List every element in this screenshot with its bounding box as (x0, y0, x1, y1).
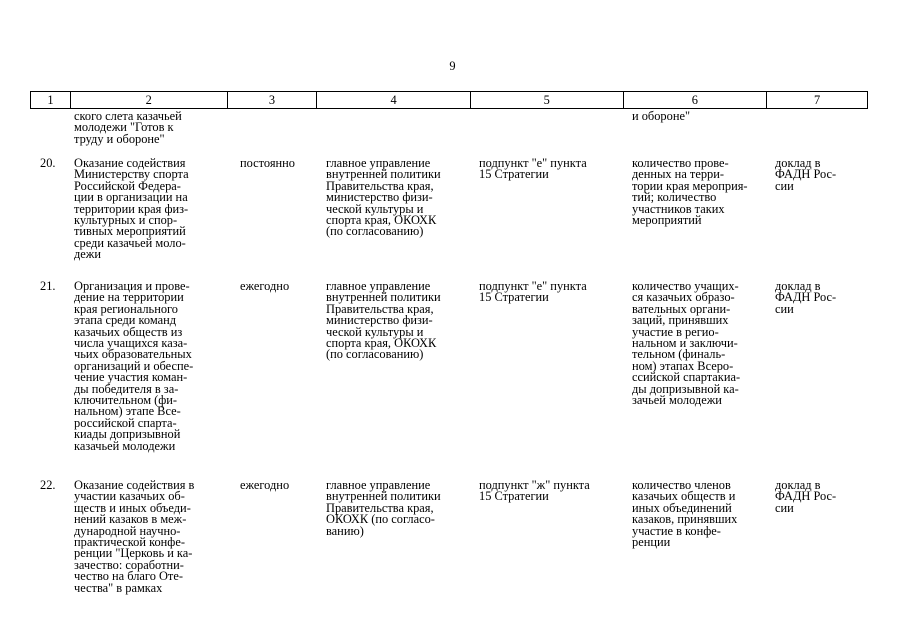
cell-executor: главное управление внутренней политики Правительства края, ОКОХК (по согласо- ванию) (326, 478, 441, 538)
cell-number: 21. (40, 279, 56, 293)
cell-term: ежегодно (240, 478, 290, 492)
header-col-3: 3 (228, 92, 318, 108)
cell-strategy-reference: подпункт "е" пункта 15 Стратегии (479, 156, 587, 182)
page-number: 9 (449, 59, 456, 73)
cell-indicator: количество членов казачьих обществ и иных объединений казаков, принявших участие в конфе- ренции (632, 478, 738, 550)
cell-measure-name: Оказание содействия Министерству спорта Российской Федера- ции в организации на территории края физ- культурных и спор- тивных мероприятий среди казачьей моло- дежи (74, 156, 189, 262)
table-header (30, 91, 868, 109)
cell-measure-name: Организация и прове- дение на территории края регионального этапа среди команд казачьих обществ из числа учащихся каза- чьих образовательных организаций и обеспе- чение участия коман- ды победителя в за- ключительном (фи- нальном) этапе Все- российской спарта- киады допризывной казачьей молодежи (74, 279, 194, 453)
cell-report-form: доклад в ФАДН Рос- сии (775, 156, 837, 193)
header-col-1: 1 (31, 92, 71, 108)
cell-measure-name: ского слета казачьей молодежи "Готов к труду и обороне" (74, 109, 182, 146)
header-col-4: 4 (317, 92, 471, 108)
cell-indicator: количество учащих- ся казачьих образо- вательных органи- заций, принявших участие в регио- нальном и заключи- тельном (финаль- ном) этапах Всеро- ссийской спартакиа- ды допризывной ка- зачьей молодежи (632, 279, 741, 408)
cell-number: 22. (40, 478, 56, 492)
header-col-6: 6 (624, 92, 768, 108)
cell-strategy-reference: подпункт "ж" пункта 15 Стратегии (479, 478, 590, 504)
cell-indicator: и обороне" (632, 109, 691, 123)
cell-measure-name: Оказание содействия в участии казачьих об- ществ и иных объеди- нений казаков в меж- дународной научно- практической конфе- ренции "Церковь и ка- зачество: соработни- чество на благо Оте- чества" в рамках (74, 478, 195, 595)
cell-term: постоянно (240, 156, 296, 170)
cell-report-form: доклад в ФАДН Рос- сии (775, 279, 837, 316)
header-col-7: 7 (814, 93, 821, 107)
cell-report-form: доклад в ФАДН Рос- сии (775, 478, 837, 515)
header-col-5: 5 (471, 92, 624, 108)
cell-term: ежегодно (240, 279, 290, 293)
cell-executor: главное управление внутренней политики Правительства края, министерство физи- ческой культуры и спорта края, ОКОХК (по согласованию) (326, 156, 441, 239)
cell-indicator: количество прове- денных на терри- тории края мероприя- тий; количество участников таких мероприятий (632, 156, 748, 228)
cell-strategy-reference: подпункт "е" пункта 15 Стратегии (479, 279, 587, 305)
cell-number: 20. (40, 156, 56, 170)
header-col-2: 2 (71, 92, 228, 108)
cell-executor: главное управление внутренней политики Правительства края, министерство физи- ческой культуры и спорта края, ОКОХК (по согласованию) (326, 279, 441, 362)
